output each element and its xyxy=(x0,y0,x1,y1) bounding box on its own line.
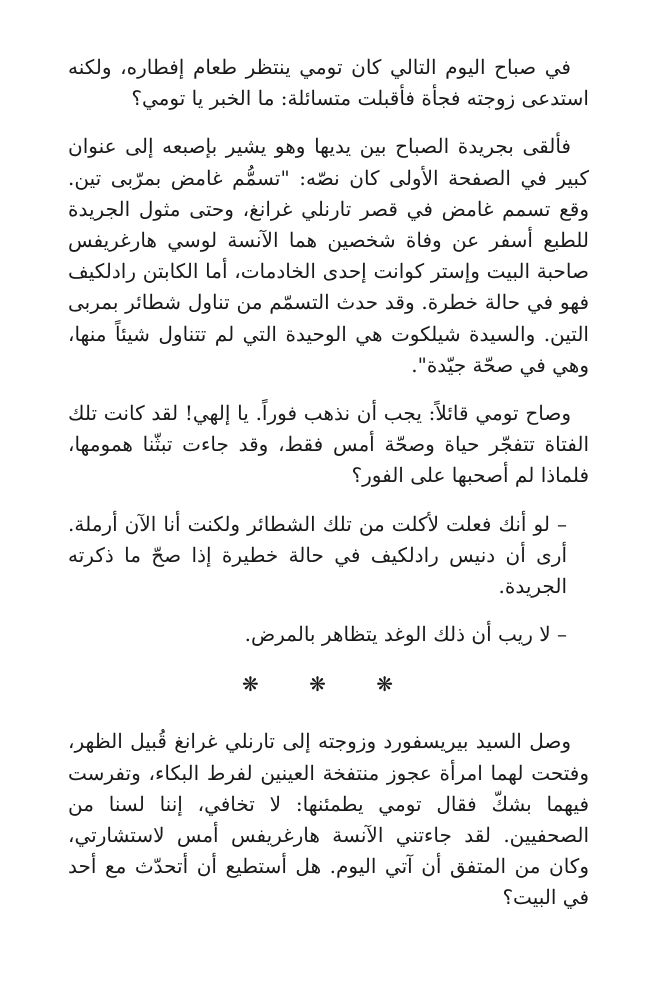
paragraph-newspaper-headline: فألقى بجريدة الصباح بين يديها وهو يشير بإصبعه إلى عنوان كبير في الصفحة الأولى كان نصّه: "تسمُّم غامض بمرّبى تين. وقع تسمم غامض في قصر تارنلي غرانغ، وحتى مثول الجريدة للطبع أسفر عن وفاة شخصين هما الآنسة لوسي هارغريفس صاحبة البيت وإستر كوانت إحدى الخادمات، أما الكابتن رادلكيف فهو في حالة خطرة. وقد حدث التسمّم من تناول شطائر بمربى التين. والسيدة شيلكوت هي الوحيدة التي لم تتناول شيئاً منها، وهي في صحّة جيّدة". xyxy=(68,134,589,377)
paragraph-breakfast: في صباح اليوم التالي كان تومي ينتظر طعام إفطاره، ولكنه استدعى زوجته فجأة فأقبلت متسائلة: ما الخبر يا تومي؟ xyxy=(68,55,589,111)
paragraph-wife-reply: – لو أنك فعلت لأكلت من تلك الشطائر ولكنت أنا الآن أرملة. أرى أن دنيس رادلكيف في حالة خطيرة إذا صحّ ما ذكرته الجريدة. xyxy=(68,511,567,599)
paragraph-arrival: وصل السيد بيريسفورد وزوجته إلى تارنلي غرانغ قُبيل الظهر، وفتحت لهما امرأة عجوز منتفخة العينين لفرط البكاء، وتفرست فيهما بشكّ فقال تومي يطمئنها: لا تخافي، إننا لسنا من الصحفيين. لقد جاءتني الآنسة هارغريفس أمس لاستشارتي، وكان من المتفق أن آتي اليوم. هل أستطيع أن أتحدّث مع أحد في البيت؟ xyxy=(68,729,589,910)
paragraph-tommy-exclaims: وصاح تومي قائلاً: يجب أن نذهب فوراً. يا إلهي! لقد كانت تلك الفتاة تتفجّر حياة وصحّة أمس فقط، وقد جاءت تبثّنا همومها، فلماذا لم أصحبها على الفور؟ xyxy=(68,401,589,488)
paragraph-tommy-doubt: – لا ريب أن ذلك الوغد يتظاهر بالمرض. xyxy=(244,622,567,647)
section-separator-stars: ❋ ❋ ❋ xyxy=(242,672,415,697)
